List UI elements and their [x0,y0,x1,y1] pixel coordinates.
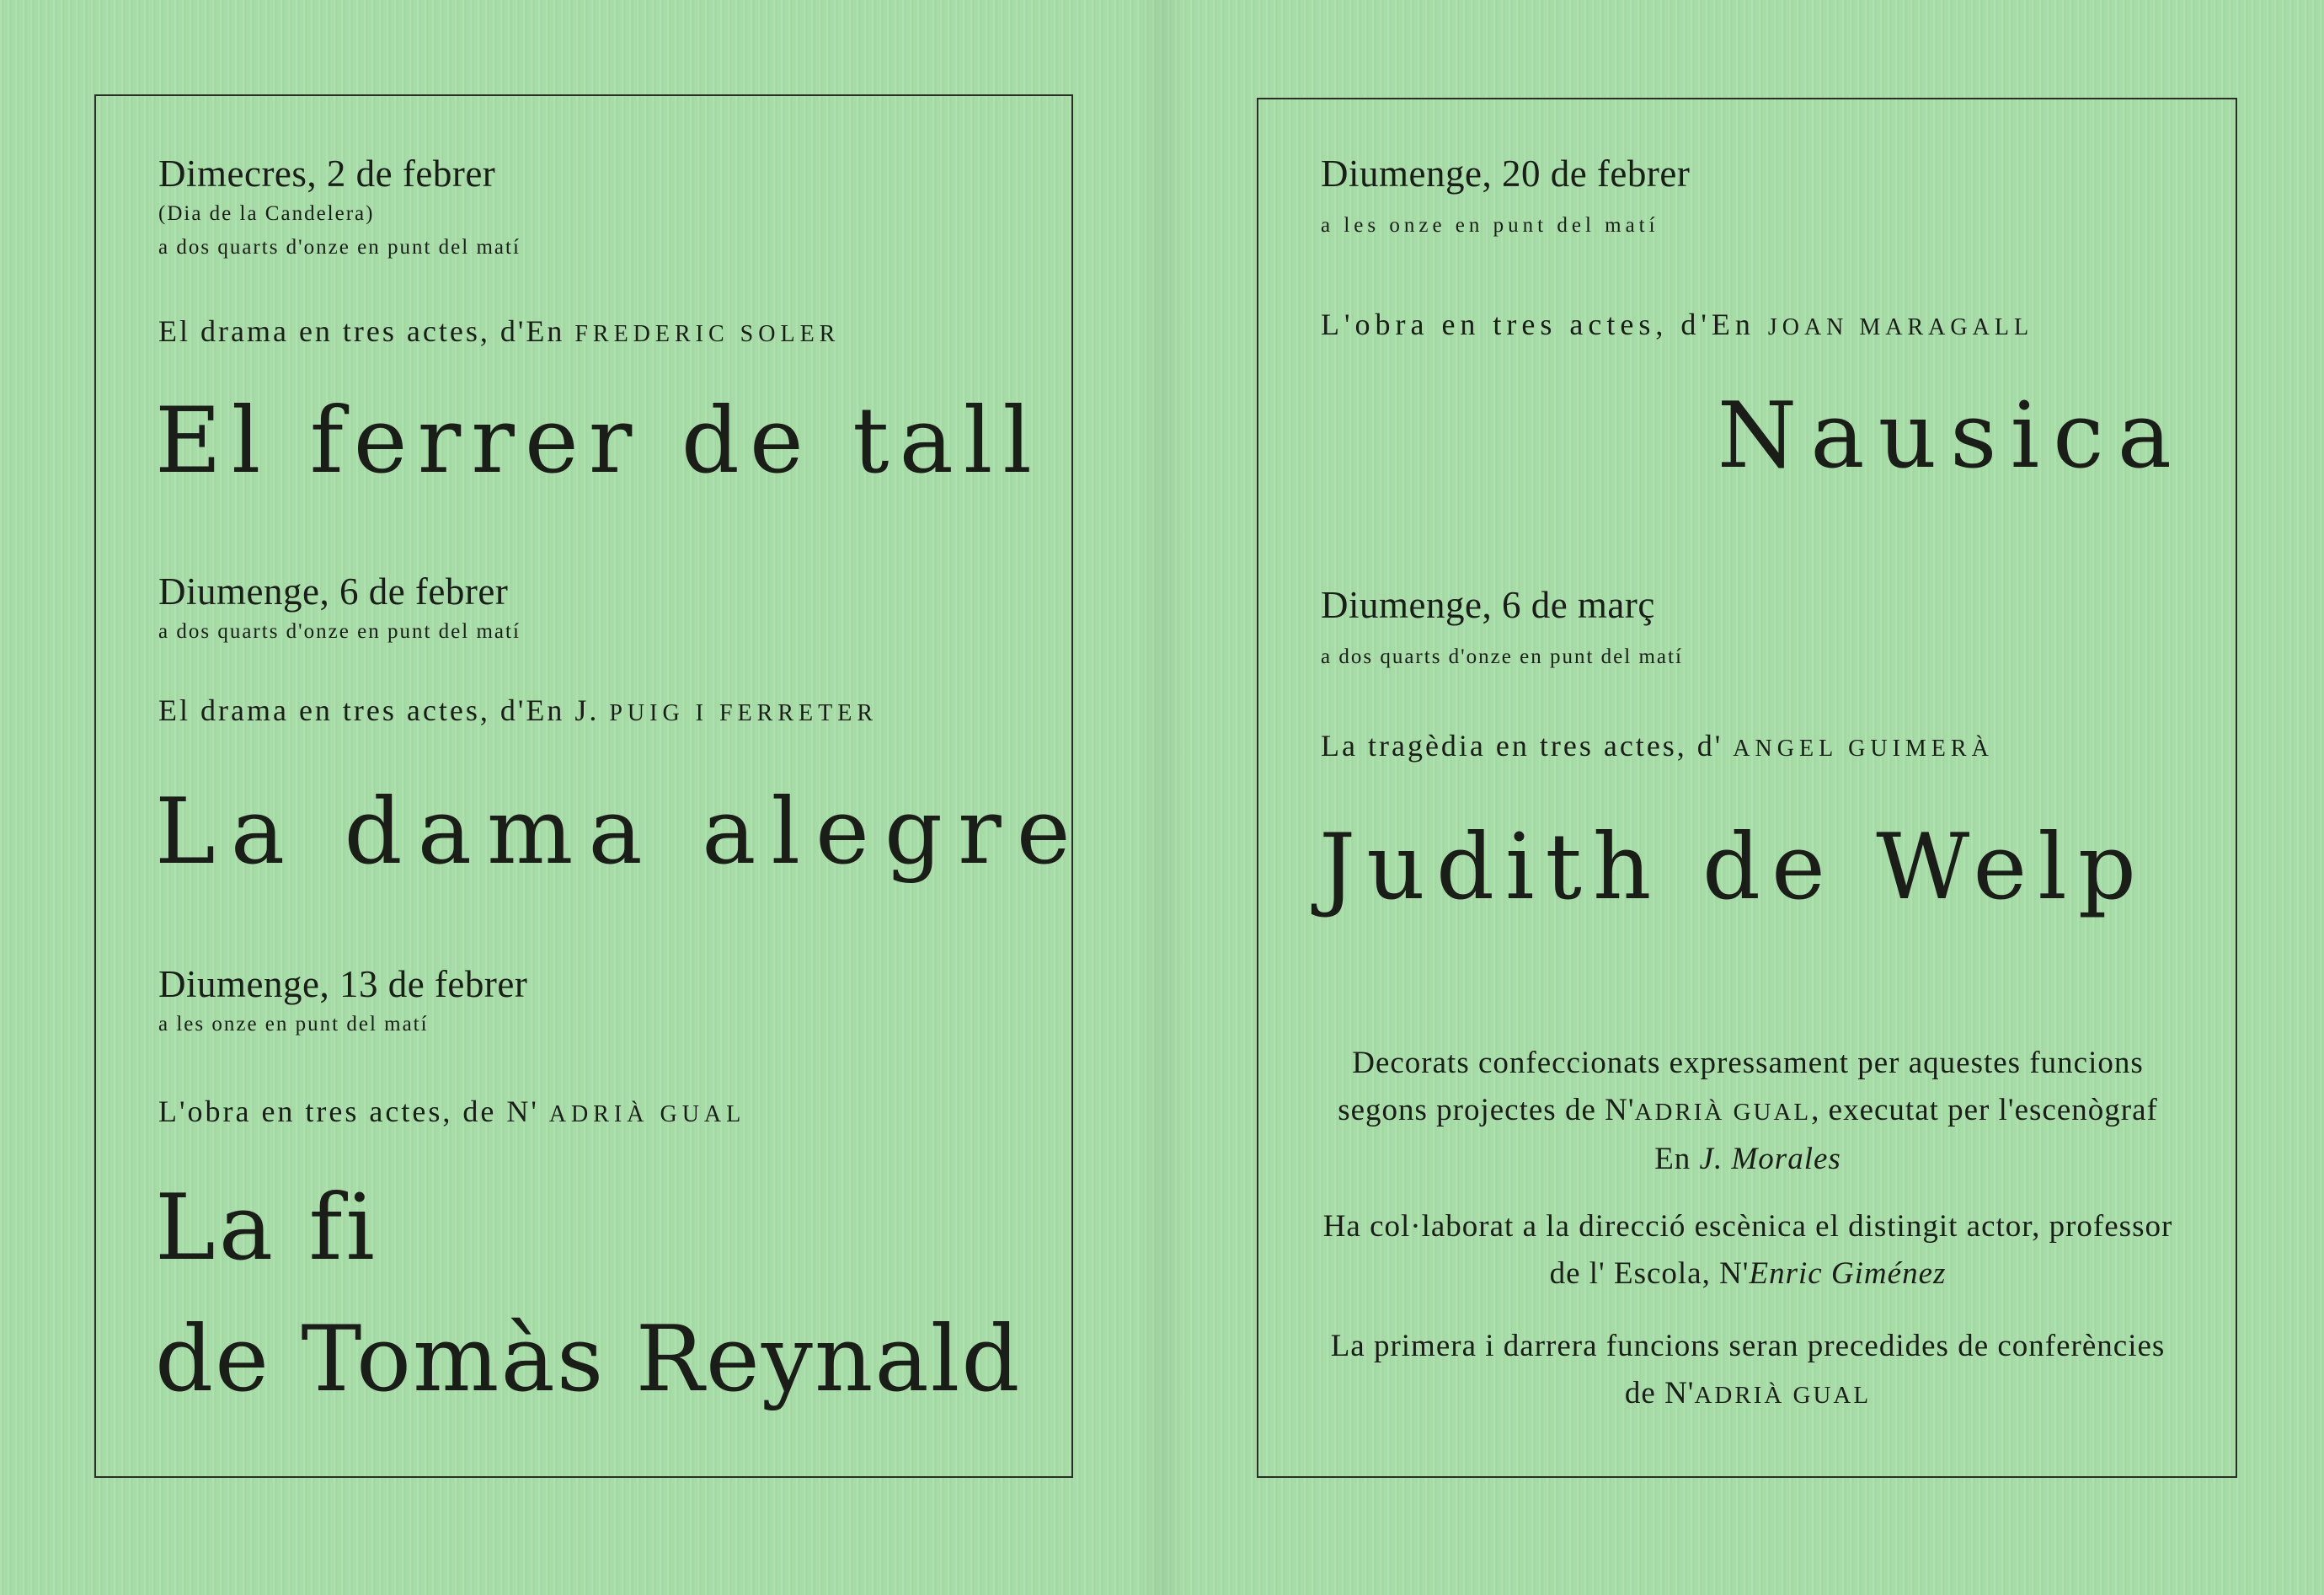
event-time: a dos quarts d'onze en punt del matí [158,620,521,643]
note-text: Decorats confeccionats expressament per aquestes funcions segons projectes de N' [1338,1046,2144,1127]
note-artist: J. Morales [1699,1142,1841,1176]
event-title: Judith de Welp [1319,815,2147,920]
event-genre: El drama en tres actes, d'En J. [158,693,600,727]
event-byline [158,693,878,728]
event-date: Diumenge, 20 de febrer [1321,153,1691,195]
event-date: Diumenge, 6 de març [1321,584,1655,626]
event-author: PUIG I FERRETER [609,700,879,726]
right-panel [1257,98,2237,1478]
note-name: ADRIÀ GUAL [1694,1382,1872,1409]
event-time: a dos quarts d'onze en punt del matí [1321,645,1683,668]
event-date: Dimecres, 2 de febrer [158,153,496,195]
event-genre: El drama en tres actes, d'En [158,314,565,348]
event-byline [1321,307,2033,342]
left-panel [94,94,1086,1478]
event-genre: L'obra en tres actes, de N' [158,1095,539,1128]
event-author: ADRIÀ GUAL [548,1101,746,1127]
event-title: Nausica [1717,383,2185,489]
event-date: Diumenge, 13 de febrer [158,963,528,1005]
event-time: a les onze en punt del matí [1321,214,1659,237]
collaboration-note [1319,1203,2177,1298]
event-genre: L'obra en tres actes, d'En [1321,308,1755,341]
note-name: ADRIÀ GUAL [1634,1099,1812,1126]
event-genre: La tragèdia en tres actes, d' [1321,729,1723,763]
event-date: Diumenge, 6 de febrer [158,570,509,613]
event-title: El ferrer de tall [155,388,1042,494]
note-text: Ha col·laborat a la direcció escènica el distingit actor, professor de l' Escola, N' [1322,1209,2173,1291]
event-author: FREDERIC SOLER [574,321,841,347]
event-author: JOAN MARAGALL [1767,314,2034,340]
note-name: Enric Giménez [1749,1256,1947,1291]
event-note: (Dia de la Candelera) [158,202,375,225]
event-byline [158,1094,745,1129]
event-byline [158,313,840,349]
conferences-note [1319,1323,2177,1419]
event-byline [1321,728,1994,763]
note-text: La primera i darrera funcions seran precedides de conferències de N' [1330,1329,2166,1410]
event-title: La dama alegre [155,779,1086,885]
event-time: a les onze en punt del matí [158,1013,429,1036]
note-text: , executat per l'escenògraf En [1654,1093,2158,1176]
event-title-line2: de Tomàs Reynald [155,1307,1022,1412]
event-title-line1: La fi [155,1175,378,1281]
decorations-note [1319,1040,2177,1183]
event-author: ANGEL GUIMERÀ [1733,736,1994,762]
event-time: a dos quarts d'onze en punt del matí [158,236,521,259]
